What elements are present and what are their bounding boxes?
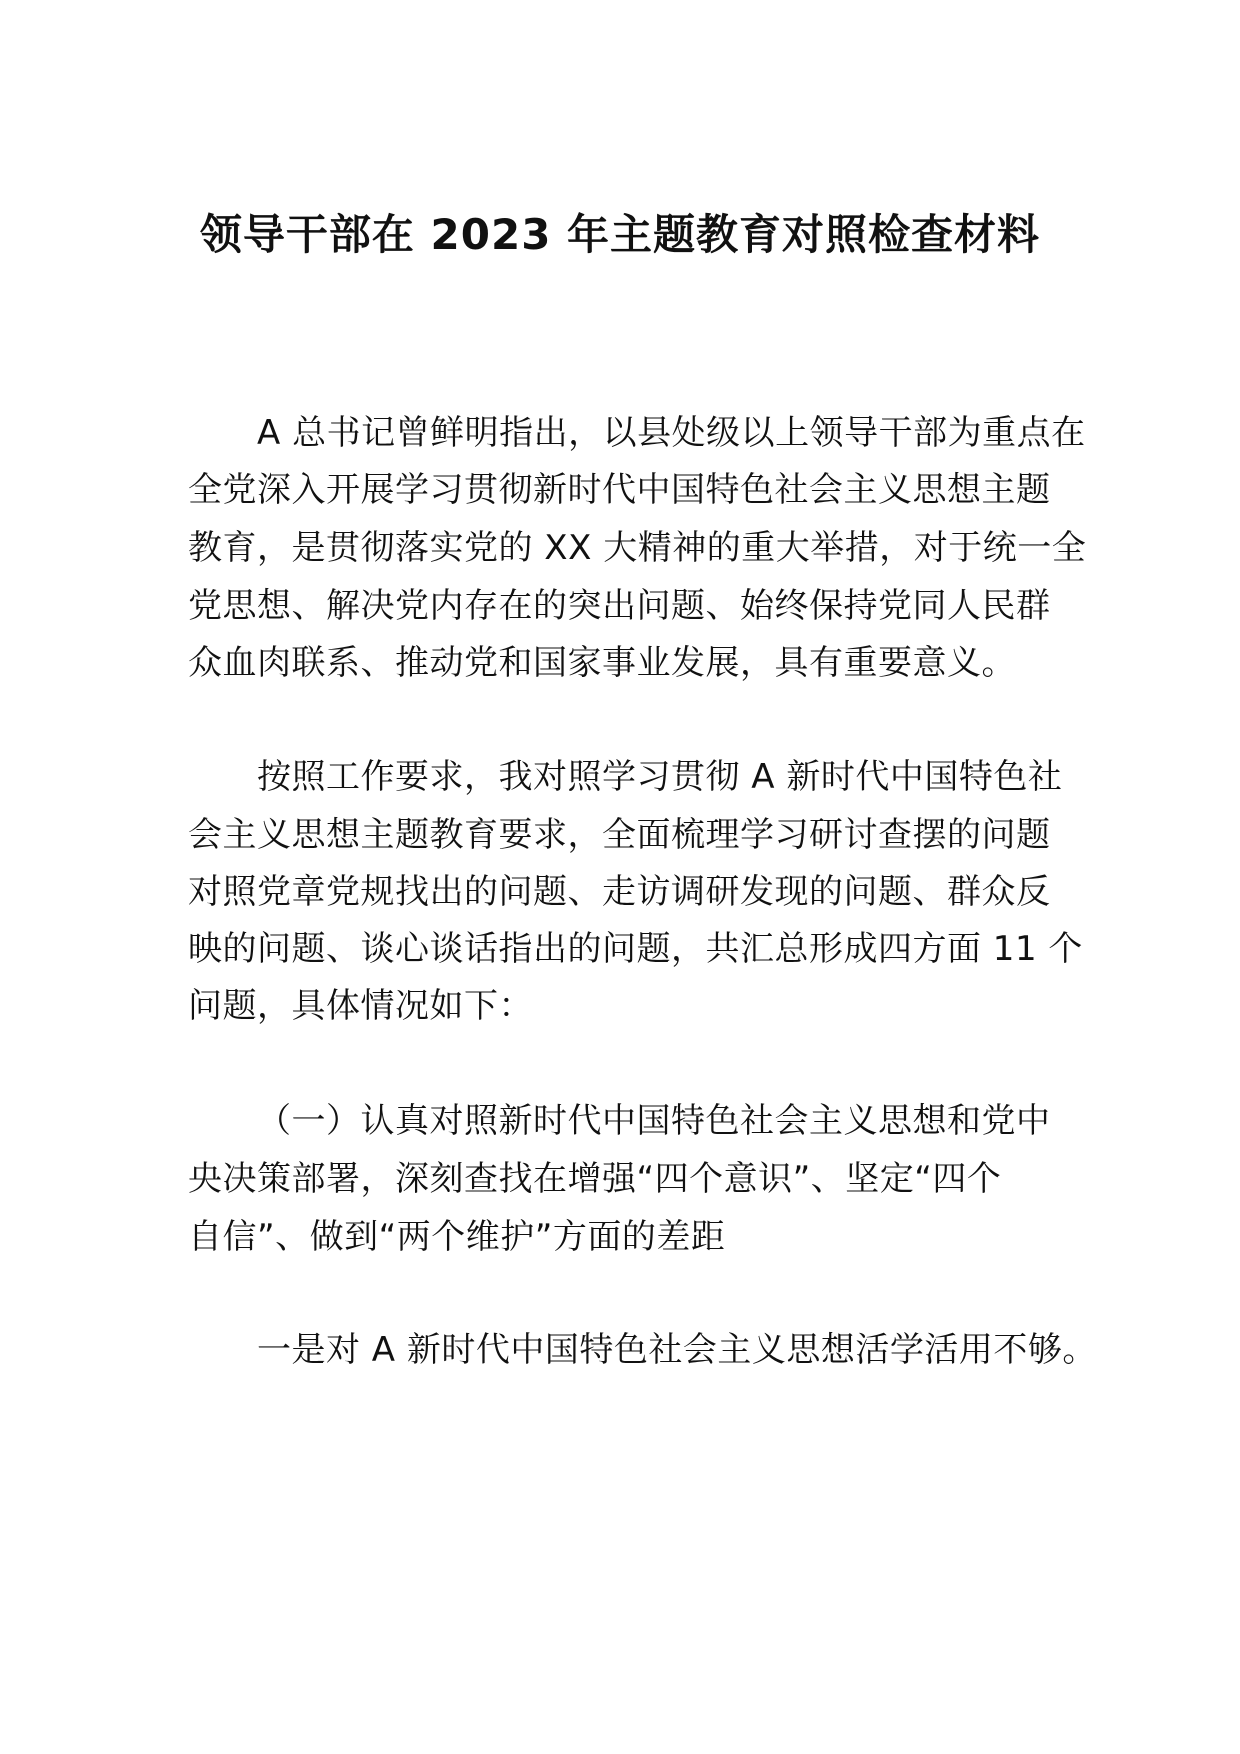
text-line: 央决策部署，深刻查找在增强“四个意识”、坚定“四个: [188, 1159, 1002, 1199]
text-line: 教育，是贯彻落实党的 XX 大精神的重大举措，对于统一全: [188, 528, 1087, 568]
text-line: 问题，具体情况如下：: [188, 986, 533, 1026]
text-line: 会主义思想主题教育要求，全面梳理学习研讨查摆的问题: [188, 815, 1051, 855]
text-line: 一是对 A 新时代中国特色社会主义思想活学活用不够。: [257, 1330, 1097, 1370]
text-line: 对照党章党规找出的问题、走访调研发现的问题、群众反: [188, 872, 1051, 912]
text-line: A 总书记曾鲜明指出，以县处级以上领导干部为重点在: [257, 413, 1086, 453]
text-line: 全党深入开展学习贯彻新时代中国特色社会主义思想主题: [188, 470, 1051, 510]
text-line: 众血肉联系、推动党和国家事业发展，具有重要意义。: [188, 643, 1016, 683]
text-line: 映的问题、谈心谈话指出的问题，共汇总形成四方面 11 个: [188, 929, 1083, 969]
text-line: （一）认真对照新时代中国特色社会主义思想和党中: [257, 1101, 1051, 1141]
document-title: 领导干部在 2023 年主题教育对照检查材料: [199, 210, 1041, 259]
text-line: 按照工作要求，我对照学习贯彻 A 新时代中国特色社: [257, 757, 1063, 797]
text-line: 党思想、解决党内存在的突出问题、始终保持党同人民群: [188, 586, 1051, 626]
text-line: 自信”、做到“两个维护”方面的差距: [188, 1217, 726, 1257]
